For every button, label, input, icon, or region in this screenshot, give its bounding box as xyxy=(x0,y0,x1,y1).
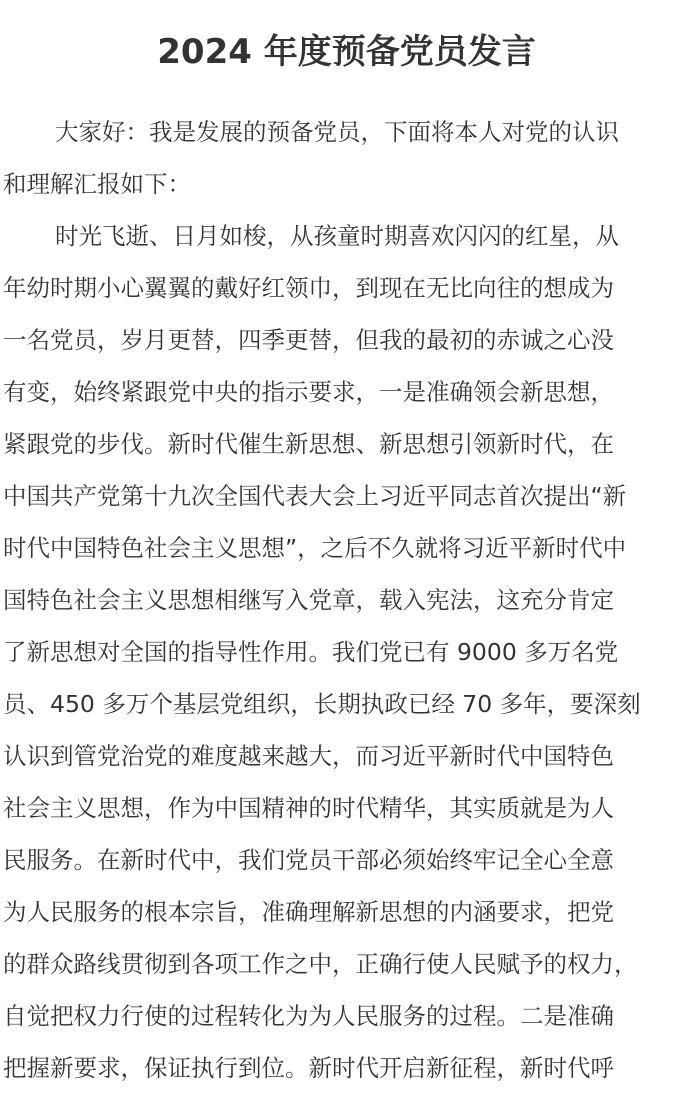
paragraph-2-line-2: 年幼时期小心翼翼的戴好红领巾，到现在无比向往的想成为 xyxy=(3,274,614,302)
paragraph-2-line-16: 自觉把权力行使的过程转化为为人民服务的过程。二是准确 xyxy=(3,1002,614,1030)
paragraph-1-line-1: 大家好：我是发展的预备党员，下面将本人对党的认识 xyxy=(55,118,619,146)
paragraph-2-line-8: 国特色社会主义思想相继写入党章，载入宪法，这充分肯定 xyxy=(3,586,614,614)
paragraph-2-line-3: 一名党员，岁月更替，四季更替，但我的最初的赤诚之心没 xyxy=(3,326,614,354)
paragraph-2-line-11: 认识到管党治党的难度越来越大，而习近平新时代中国特色 xyxy=(3,742,614,770)
paragraph-2-line-10: 员、450 多万个基层党组织，长期执政已经 70 多年，要深刻 xyxy=(3,690,641,718)
document-title: 2024 年度预备党员发言 xyxy=(157,32,536,72)
paragraph-2-line-4: 有变，始终紧跟党中央的指示要求，一是准确领会新思想， xyxy=(3,378,614,406)
paragraph-2-line-17: 把握新要求，保证执行到位。新时代开启新征程，新时代呼 xyxy=(3,1054,614,1082)
speech-body xyxy=(3,106,693,1094)
paragraph-2-line-7: 时代中国特色社会主义思想”，之后不久就将习近平新时代中 xyxy=(3,534,627,562)
paragraph-2-line-13: 民服务。在新时代中，我们党员干部必须始终牢记全心全意 xyxy=(3,846,614,874)
paragraph-2-line-9: 了新思想对全国的指导性作用。我们党已有 9000 多万名党 xyxy=(3,638,619,666)
paragraph-2-line-14: 为人民服务的根本宗旨，准确理解新思想的内涵要求，把党 xyxy=(3,898,614,926)
paragraph-2-line-12: 社会主义思想，作为中国精神的时代精华，其实质就是为人 xyxy=(3,794,614,822)
paragraph-2-line-15: 的群众路线贯彻到各项工作之中，正确行使人民赋予的权力， xyxy=(3,950,638,978)
paragraph-2-line-5: 紧跟党的步伐。新时代催生新思想、新思想引领新时代，在 xyxy=(3,430,614,458)
paragraph-1-line-2: 和理解汇报如下： xyxy=(3,170,191,198)
paragraph-2-line-1: 时光飞逝、日月如梭，从孩童时期喜欢闪闪的红星，从 xyxy=(55,222,619,250)
paragraph-2-line-6: 中国共产党第十九次全国代表大会上习近平同志首次提出“新 xyxy=(3,482,627,510)
